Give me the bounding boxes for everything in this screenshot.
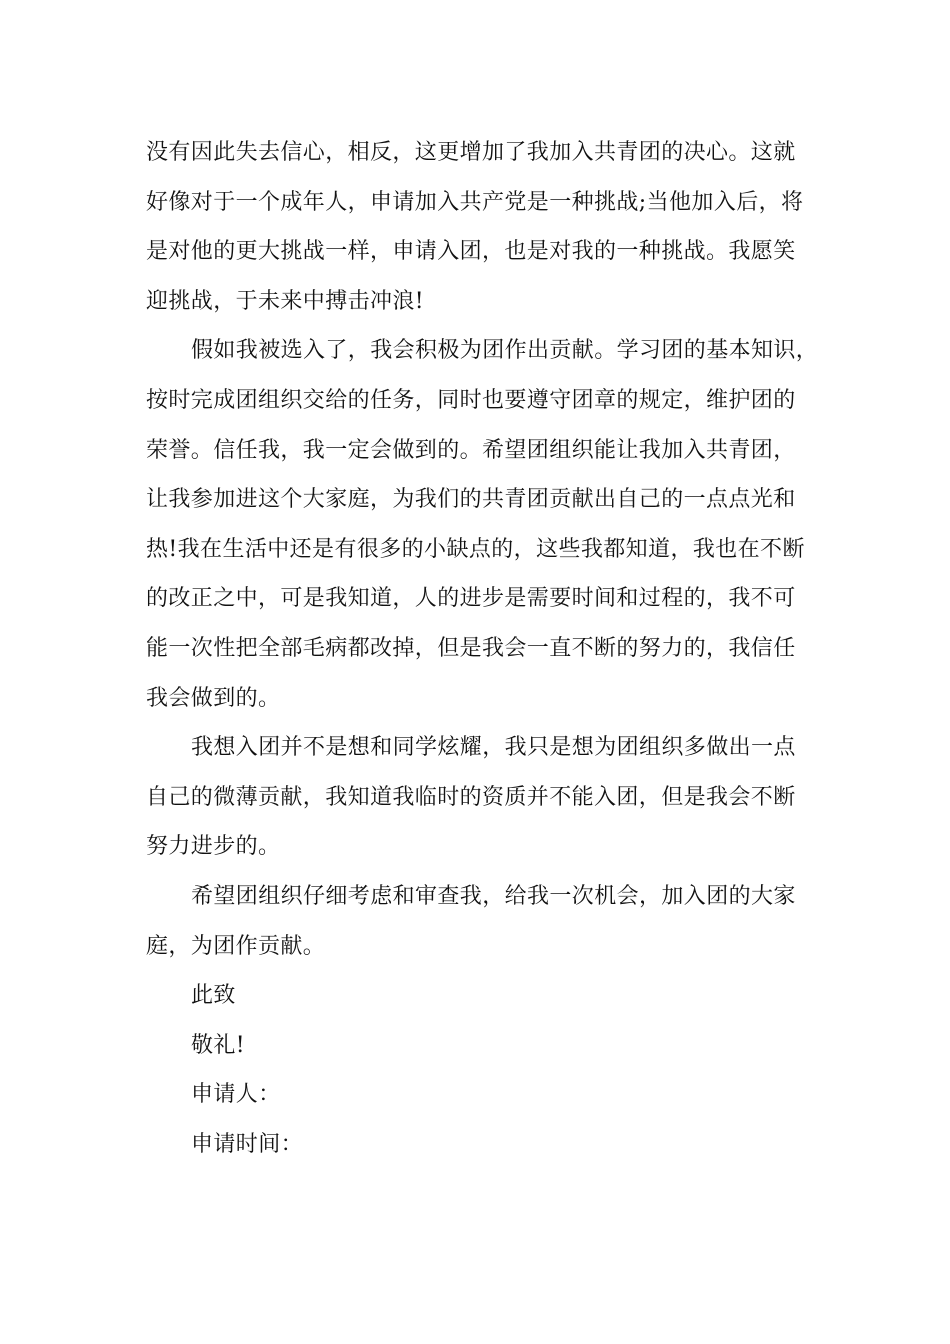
text-line: 迎挑战，于未来中搏击冲浪! [146, 288, 425, 314]
text-line: 我会做到的。 [146, 685, 281, 711]
closing-salutation: 此致 [191, 983, 236, 1009]
letter-body [146, 128, 819, 1169]
text-line: 是对他的更大挑战一样，申请入团，也是对我的一种挑战。我愿笑 [146, 239, 796, 265]
text-line: 让我参加进这个大家庭，为我们的共青团贡献出自己的一点点光和 [146, 487, 796, 513]
text-line: 热!我在生活中还是有很多的小缺点的，这些我都知道，我也在不断 [146, 536, 805, 562]
text-line: 没有因此失去信心，相反，这更增加了我加入共青团的决心。这就 [146, 140, 796, 165]
text-line: 好像对于一个成年人，申请加入共产党是一种挑战;当他加入后，将 [146, 189, 804, 215]
closing-regards: 敬礼! [191, 1032, 246, 1058]
application-date-label: 申请时间： [191, 1131, 304, 1157]
text-line: 按时完成团组织交给的任务，同时也要遵守团章的规定，维护团的 [146, 387, 796, 413]
text-line: 庭，为团作贡献。 [146, 933, 326, 959]
text-line: 自己的微薄贡献，我知道我临时的资质并不能入团，但是我会不断 [146, 784, 796, 810]
text-line: 能一次性把全部毛病都改掉，但是我会一直不断的努力的，我信任 [146, 635, 796, 661]
paragraph-start-line: 假如我被选入了，我会积极为团作出贡献。学习团的基本知识， [191, 338, 819, 364]
applicant-label: 申请人： [191, 1082, 281, 1108]
text-line: 的改正之中，可是我知道，人的进步是需要时间和过程的，我不可 [146, 586, 796, 612]
paragraph-start-line: 希望团组织仔细考虑和审查我，给我一次机会，加入团的大家 [191, 883, 796, 909]
paragraph-start-line: 我想入团并不是想和同学炫耀，我只是想为团组织多做出一点 [191, 735, 796, 761]
text-line: 努力进步的。 [146, 834, 281, 860]
text-line: 荣誉。信任我，我一定会做到的。希望团组织能让我加入共青团， [146, 437, 796, 463]
